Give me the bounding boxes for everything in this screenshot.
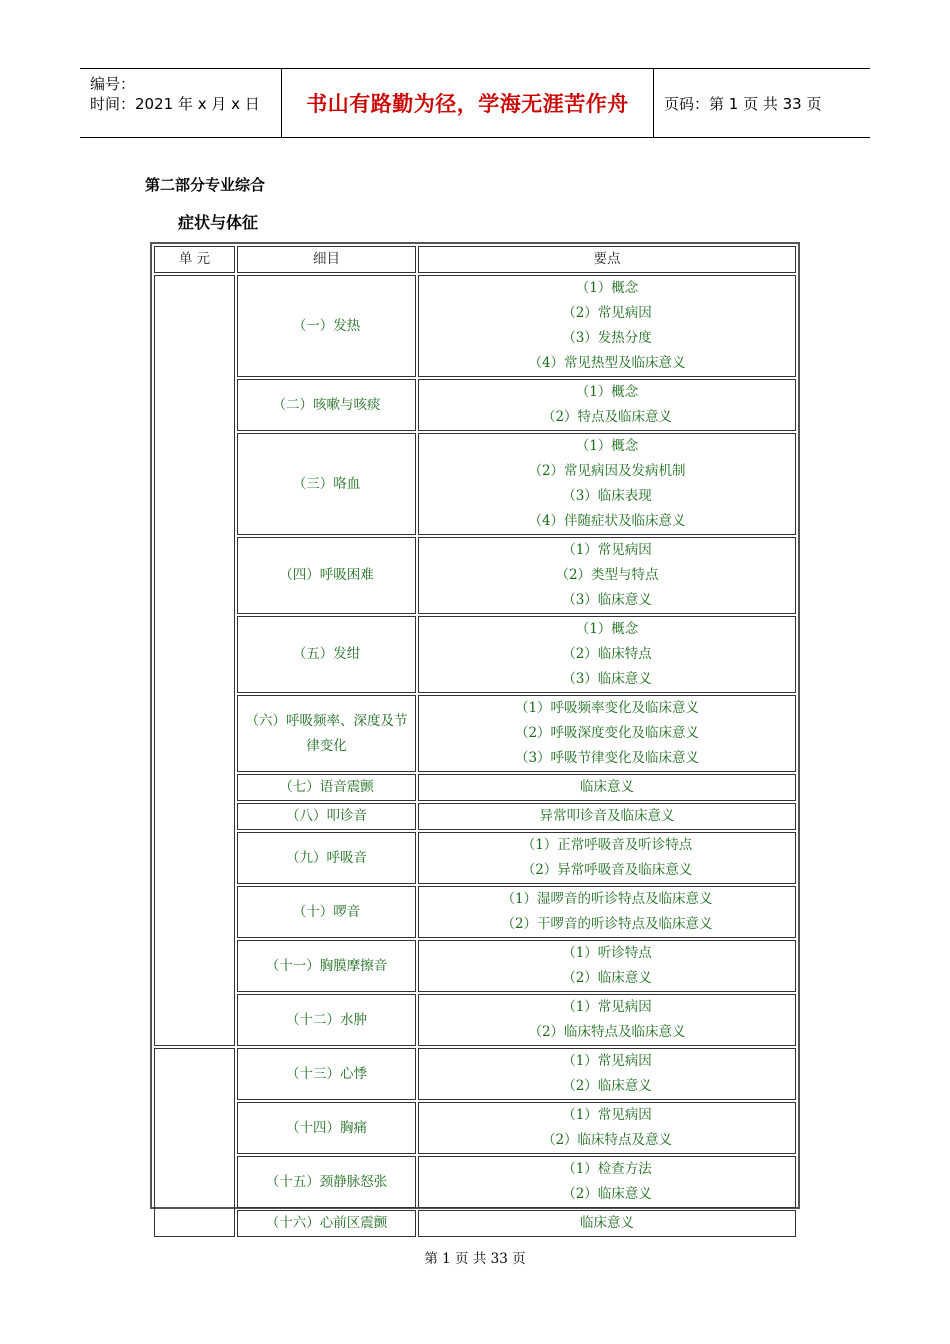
table-row	[154, 695, 796, 772]
point-line: （1）常见病因	[562, 1053, 652, 1069]
points-cell	[418, 994, 796, 1046]
item-cell: （十四）胸痛	[237, 1102, 416, 1154]
point-line: （2）临床特点及临床意义	[528, 1024, 686, 1040]
point-line: （2）特点及临床意义	[541, 409, 673, 425]
point-line: （1）呼吸频率变化及临床意义	[514, 700, 700, 716]
points-cell	[418, 433, 796, 535]
point-line: （1）常见病因	[562, 542, 652, 558]
document-header	[80, 68, 870, 138]
item-cell: （八）叩诊音	[237, 803, 416, 830]
point-line: （2）干啰音的听诊特点及临床意义	[501, 916, 713, 932]
point-line: （1）概念	[575, 621, 639, 637]
table-row	[154, 1210, 796, 1237]
table-row	[154, 1048, 796, 1100]
table-row	[154, 537, 796, 614]
item-cell: （十一）胸膜摩擦音	[237, 940, 416, 992]
item-cell: （十五）颈静脉怒张	[237, 1156, 416, 1208]
points-cell	[418, 1156, 796, 1208]
item-cell: （四）呼吸困难	[237, 537, 416, 614]
item-cell: （一）发热	[237, 275, 416, 377]
point-line: （2）常见病因及发病机制	[528, 463, 686, 479]
point-line: （1）正常呼吸音及听诊特点	[521, 837, 693, 853]
point-line: （1）听诊特点	[562, 945, 652, 961]
header-motto-cell	[282, 69, 654, 137]
table-row	[154, 379, 796, 431]
number-label: 编号：	[90, 75, 136, 93]
page-footer: 第 1 页 共 33 页	[424, 1251, 526, 1267]
points-cell	[418, 275, 796, 377]
points-cell	[418, 379, 796, 431]
points-cell	[418, 537, 796, 614]
points-cell	[418, 774, 796, 801]
table-row	[154, 803, 796, 830]
item-cell: （十六）心前区震颤	[237, 1210, 416, 1237]
table-row	[154, 275, 796, 377]
points-cell	[418, 886, 796, 938]
unit-cell	[154, 275, 235, 1046]
point-line: （3）临床表现	[562, 488, 652, 504]
item-cell: （十）啰音	[237, 886, 416, 938]
item-cell: （二）咳嗽与咳痰	[237, 379, 416, 431]
point-line: （4）常见热型及临床意义	[528, 355, 686, 371]
table-row	[154, 994, 796, 1046]
point-line: （1）概念	[575, 438, 639, 454]
table-row	[154, 616, 796, 693]
point-line: （1）检查方法	[562, 1161, 652, 1177]
points-cell	[418, 1102, 796, 1154]
item-cell: （五）发绀	[237, 616, 416, 693]
page-label: 页码：第 1 页 共 33 页	[664, 94, 822, 113]
point-line: 临床意义	[580, 779, 634, 795]
table-row	[154, 433, 796, 535]
time-label: 时间：2021 年 x 月 x 日	[90, 95, 260, 113]
points-cell	[418, 1048, 796, 1100]
point-line: （1）常见病因	[562, 999, 652, 1015]
table-row	[154, 1156, 796, 1208]
item-cell: （九）呼吸音	[237, 832, 416, 884]
points-cell	[418, 940, 796, 992]
table-row	[154, 1102, 796, 1154]
point-line: （2）临床意义	[562, 970, 652, 986]
header-points: 要点	[418, 246, 796, 273]
point-line: （2）临床意义	[562, 1186, 652, 1202]
point-line: （2）临床特点	[562, 646, 652, 662]
subsection-title: 症状与体征	[178, 213, 259, 232]
item-cell: （十三）心悸	[237, 1048, 416, 1100]
point-line: （2）异常呼吸音及临床意义	[521, 862, 693, 878]
point-line: （2）临床特点及意义	[541, 1132, 673, 1148]
point-line: （1）概念	[575, 280, 639, 296]
unit-cell	[154, 1048, 235, 1237]
table-header-row	[154, 246, 796, 273]
point-line: （3）临床意义	[562, 671, 652, 687]
point-line: （1）概念	[575, 384, 639, 400]
section-title: 第二部分专业综合	[145, 176, 266, 194]
table-row	[154, 774, 796, 801]
point-line: 临床意义	[580, 1215, 634, 1231]
points-cell	[418, 832, 796, 884]
point-line: （1）常见病因	[562, 1107, 652, 1123]
motto-text: 书山有路勤为径，学海无涯苦作舟	[306, 92, 629, 116]
point-line: （3）临床意义	[562, 592, 652, 608]
item-cell: （三）咯血	[237, 433, 416, 535]
point-line: 异常叩诊音及临床意义	[539, 808, 675, 824]
table-row	[154, 940, 796, 992]
points-cell	[418, 1210, 796, 1237]
syllabus-table	[150, 242, 800, 1231]
point-line: （2）呼吸深度变化及临床意义	[514, 725, 700, 741]
points-cell	[418, 695, 796, 772]
point-line: （2）类型与特点	[555, 567, 659, 583]
point-line: （3）发热分度	[562, 330, 652, 346]
item-cell: （六）呼吸频率、深度及节律变化	[237, 695, 416, 772]
table-row	[154, 886, 796, 938]
header-meta-cell	[80, 69, 282, 137]
item-cell: （七）语音震颤	[237, 774, 416, 801]
points-cell	[418, 803, 796, 830]
point-line: （4）伴随症状及临床意义	[528, 513, 686, 529]
header-unit: 单 元	[154, 246, 235, 273]
point-line: （1）湿啰音的听诊特点及临床意义	[501, 891, 713, 907]
header-item: 细目	[237, 246, 416, 273]
points-cell	[418, 616, 796, 693]
point-line: （2）临床意义	[562, 1078, 652, 1094]
point-line: （3）呼吸节律变化及临床意义	[514, 750, 700, 766]
item-cell: （十二）水肿	[237, 994, 416, 1046]
table-row	[154, 832, 796, 884]
point-line: （2）常见病因	[562, 305, 652, 321]
